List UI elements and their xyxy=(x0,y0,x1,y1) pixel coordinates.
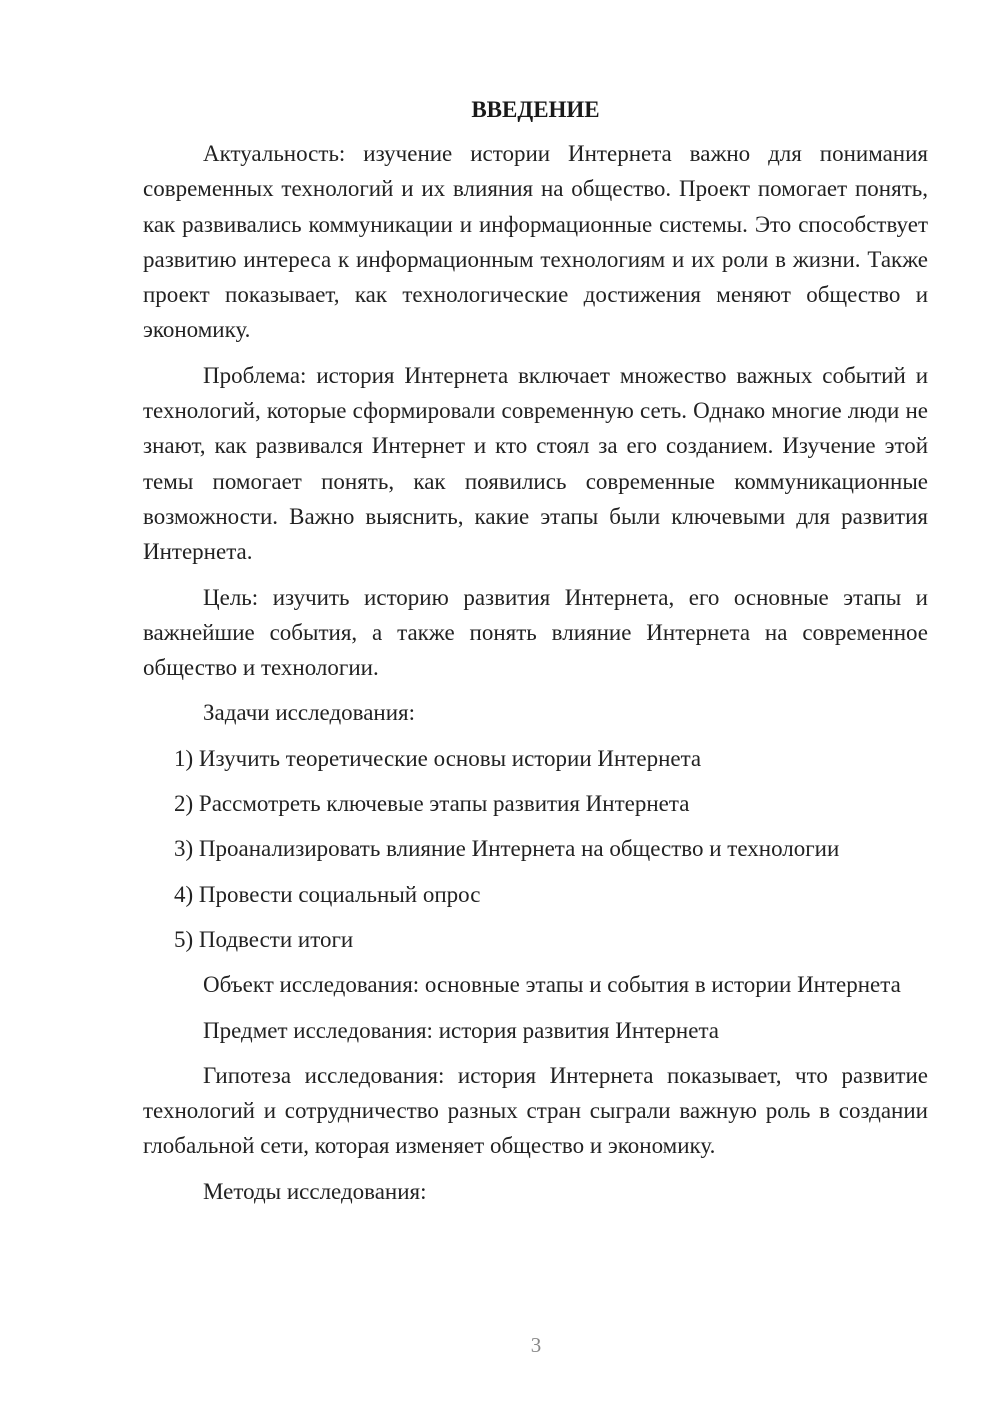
page-number: 3 xyxy=(530,1333,542,1357)
list-item: 1) Изучить теоретические основы истории Интернета xyxy=(174,745,702,771)
paragraph-goal: Цель: изучить историю развития Интернета, его основные этапы и важнейшие события, а также понять влияние Интернета на современное общество и технологии. xyxy=(143,584,928,681)
section-title: ВВЕДЕНИЕ xyxy=(471,97,600,122)
paragraph-problem: Проблема: история Интернета включает множество важных событий и технологий, которые сформировали современную сеть. Однако многие люди не знают, как развивался Интернет и кто стоял за его созданием. Изучение этой темы помогает понять, как появились современные коммуникационные возможности. Важно выяснить, какие этапы были ключевыми для развития Интернета. xyxy=(143,362,928,565)
tasks-heading: Задачи исследования: xyxy=(203,700,416,726)
paragraph-subject: Предмет исследования: история развития Интернета xyxy=(203,1017,719,1043)
list-item: 4) Провести социальный опрос xyxy=(174,881,481,907)
list-item: 3) Проанализировать влияние Интернета на общество и технологии xyxy=(174,836,840,862)
tasks-list xyxy=(143,741,928,957)
paragraph-methods: Методы исследования: xyxy=(203,1178,427,1204)
paragraph-hypothesis: Гипотеза исследования: история Интернета показывает, что развитие технологий и сотрудничество разных стран сыграли важную роль в создании глобальной сети, которая изменяет общество и экономику. xyxy=(143,1062,928,1159)
paragraph-relevance: Актуальность: изучение истории Интернета важно для понимания современных технологий и их влияния на общество. Проект помогает понять, как развивались коммуникации и информационные системы. Это способствует развитию интереса к информационным технологиям и их роли в жизни. Также проект показывает, как технологические достижения меняют общество и экономику. xyxy=(143,141,928,343)
paragraph-object: Объект исследования: основные этапы и события в истории Интернета xyxy=(203,972,901,998)
page-content xyxy=(143,92,928,1219)
list-item: 2) Рассмотреть ключевые этапы развития Интернета xyxy=(174,791,690,817)
list-item: 5) Подвести итоги xyxy=(174,926,354,952)
